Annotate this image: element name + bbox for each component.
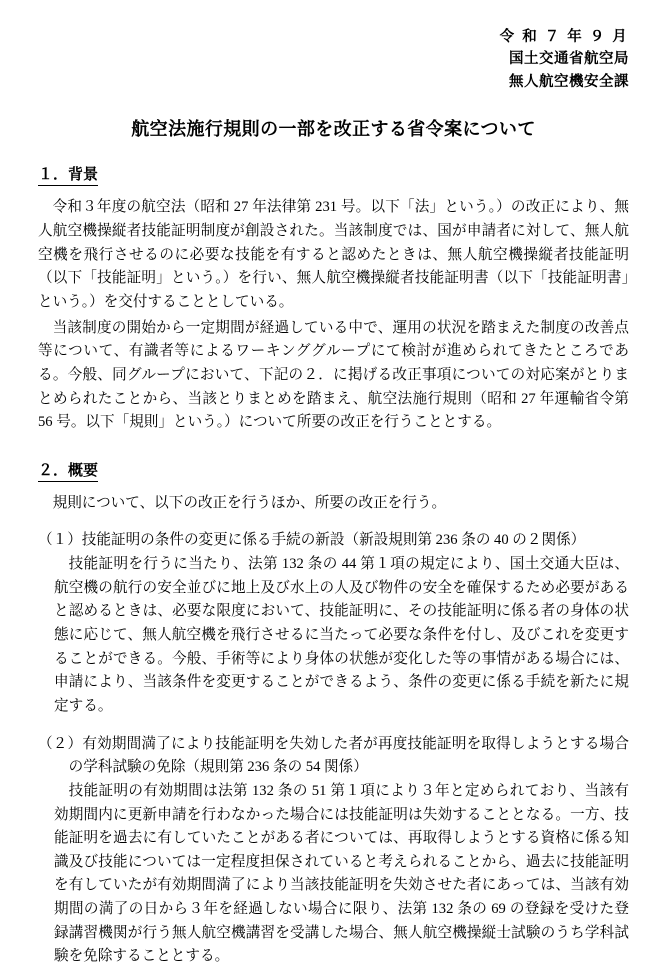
section-1-heading-wrap: [38, 163, 629, 192]
section-2-heading: ２．概要: [38, 459, 98, 482]
item-2-title-text: （２）有効期間満了により技能証明を失効した者が再度技能証明を取得しようとする場合の学科試験の免除（規則第 236 条の 54 関係）: [38, 735, 629, 776]
section-1-heading: １．背景: [38, 163, 98, 186]
section-1-paragraph-1: 令和３年度の航空法（昭和 27 年法律第 231 号。以下「法」という。）の改正により、無人航空機操縦者技能証明制度が創設された。当該制度では、国が申請者に対して、無人航空機を飛行させるのに必要な技能を有すると認めたときは、無人航空機操縦者技能証明（以下「技能証明」という。）を行い、無人航空機操縦者技能証明書（以下「技能証明書」という。）を交付することとしている。: [38, 199, 629, 310]
spacer: [38, 437, 629, 445]
header-org-bureau: 国土交通省航空局: [509, 51, 629, 68]
document-header: [38, 26, 629, 93]
item-1-title-text: （１）技能証明の条件の変更に係る手続の新設（新設規則第 236 条の 40 の２関係）: [38, 532, 586, 549]
section-2-heading-wrap: [38, 459, 629, 488]
item-1-title: [38, 529, 629, 553]
section-2-item-1: [38, 529, 629, 718]
page-title: 航空法施行規則の一部を改正する省令案について: [131, 119, 536, 140]
section-1-paragraph-2: 当該制度の開始から一定期間が経過している中で、運用の状況を踏まえた制度の改善点等について、有識者等によるワーキンググループにて検討が進められてきたところである。今般、同グループにおいて、下記の２．に掲げる改正事項についての対応案がとりまとめられたことから、当該とりまとめを踏まえ、航空法施行規則（昭和 27 年運輸省令第 56 号。以下「規則」という。）について所要の改正を行うこととする。: [38, 319, 629, 431]
section-2-paragraph-1: 規則について、以下の改正を行うほか、所要の改正を行う。: [52, 494, 447, 511]
header-date: 令 和 ７ 年 ９ 月: [499, 29, 629, 45]
item-1-body: 技能証明を行うに当たり、法第 132 条の 44 第１項の規定により、国土交通大臣は、航空機の航行の安全並びに地上及び水上の人及び物件の安全を確保するため必要があると認めるときは、必要な限度において、技能証明に、その技能証明に係る者の身体の状態に応じて、無人航空機を飛行させるに当たって必要な条件を付し、及びこれを変更することができる。今般、手術等により身体の状態が変化した等の事情がある場合には、申請により、当該条件を変更することができるよう、条件の変更に係る手続を新たに規定する。: [54, 556, 629, 714]
header-org-division: 無人航空機安全課: [509, 73, 629, 90]
item-2-title: [38, 733, 629, 780]
section-2-item-2: [38, 733, 629, 969]
item-2-body: 技能証明の有効期間は法第 132 条の 51 第１項により３年と定められており、当該有効期間内に更新申請を行わなかった場合には技能証明は失効することとなる。一方、技能証明を過去に有していたことがある者については、再取得しようとする資格に係る知識及び技能については一定程度担保されていると考えられることから、過去に技能証明を有していたが有効期間満了により当該技能証明を失効させた者にあっては、当該有効期間の満了の日から３年を経過しない場合に限り、法第 132 条の 69 の登録を受けた登録講習機関が行う無人航空機講習を受講した場合、無人航空機操縦士試験のうち学科試験を免除することとする。: [54, 782, 629, 965]
